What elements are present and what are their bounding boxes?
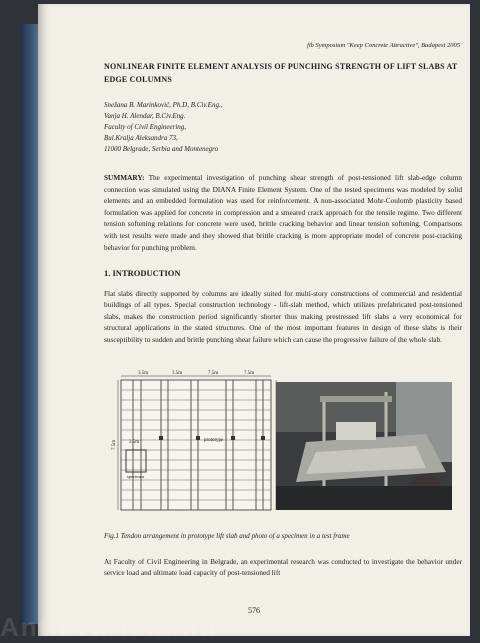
paper-title: NONLINEAR FINITE ELEMENT ANALYSIS OF PUNCHING STRENGTH OF LIFT SLABS AT EDGE COLUMNS [104,62,458,84]
affiliation-line: Faculty of Civil Engineering, [104,123,187,131]
author-block [104,100,222,155]
dim-left: 7.5m [112,439,117,450]
book-page [38,4,470,636]
summary-paragraph [104,172,462,253]
running-header: fib Symposium "Keep Concrete Attractive", Budapest 2005 [307,42,460,49]
author-line: Snežana B. Marinković, Ph.D, B.Civ.Eng., [104,101,223,109]
dim-top-3: 7.5m [208,371,219,376]
summary-label: SUMMARY: [104,173,145,182]
inner-dim-label: 3.5m [129,440,140,445]
intro-paragraph: Flat slabs directly supported by columns are ideally suited for multi-story constructions of commercial and residential buildings of all types. Special construction technology - lift-slab method, which utilizes prefabricated post-tensioned slabs, makes the construction period significantly shorter thus making prestressed lift slabs a very economical for structural applications in the stated structures. One of the most important features in design of these slabs is their susceptibility to sudden and brittle punching shear failure which can cause the progressive failure of the whole slab. [104,289,462,344]
body-paragraph: At Faculty of Civil Engineering in Belgrade, an experimental research was conducted to investigate the behavior under service load and ultimate load capacity of post-tensioned lift [104,557,462,578]
figure-caption: Fig.1 Tendon arrangement in prototype lift slab and photo of a specimen in a test frame [104,532,350,540]
address-line: 11000 Belgrade, Serbia and Montenegro [104,145,219,153]
page-number: 576 [248,606,260,615]
watermark-text: Antikvárium.hu [0,612,218,642]
dim-top-2: 3.5m [172,371,183,376]
address-line: Bul.Kralja Aleksandra 73, [104,134,178,142]
summary-text: The experimental investigation of punching shear strength of post-tensioned lift slab-edge column connection was simulated using the DIANA Finite Element System. One of the tested specimens was modeled by solid elements and an embedded formulation was used for reinforcement. A non-associated Mohr-Coulomb plasticity based formulation was applied for concrete in compression and a smeared crack approach for the tensile regime. Two different tension softening relations for concrete were used, brittle cracking behavior and linear tension softening. Comparisons with test results were made and they showed that brittle cracking is more appropriate model of concrete post-cracking behavior for punching problem. [104,173,462,252]
dim-top-1: 3.5m [138,371,149,376]
dim-top-4: 7.5m [244,371,255,376]
test-frame-photo [276,382,452,510]
author-line: Vanja H. Alendar, B.Civ.Eng. [104,112,186,120]
section-heading: 1. INTRODUCTION [104,268,181,278]
specimen-label: specimen [127,474,144,479]
slab-outline [121,380,271,510]
prototype-label: prototype [204,438,224,443]
